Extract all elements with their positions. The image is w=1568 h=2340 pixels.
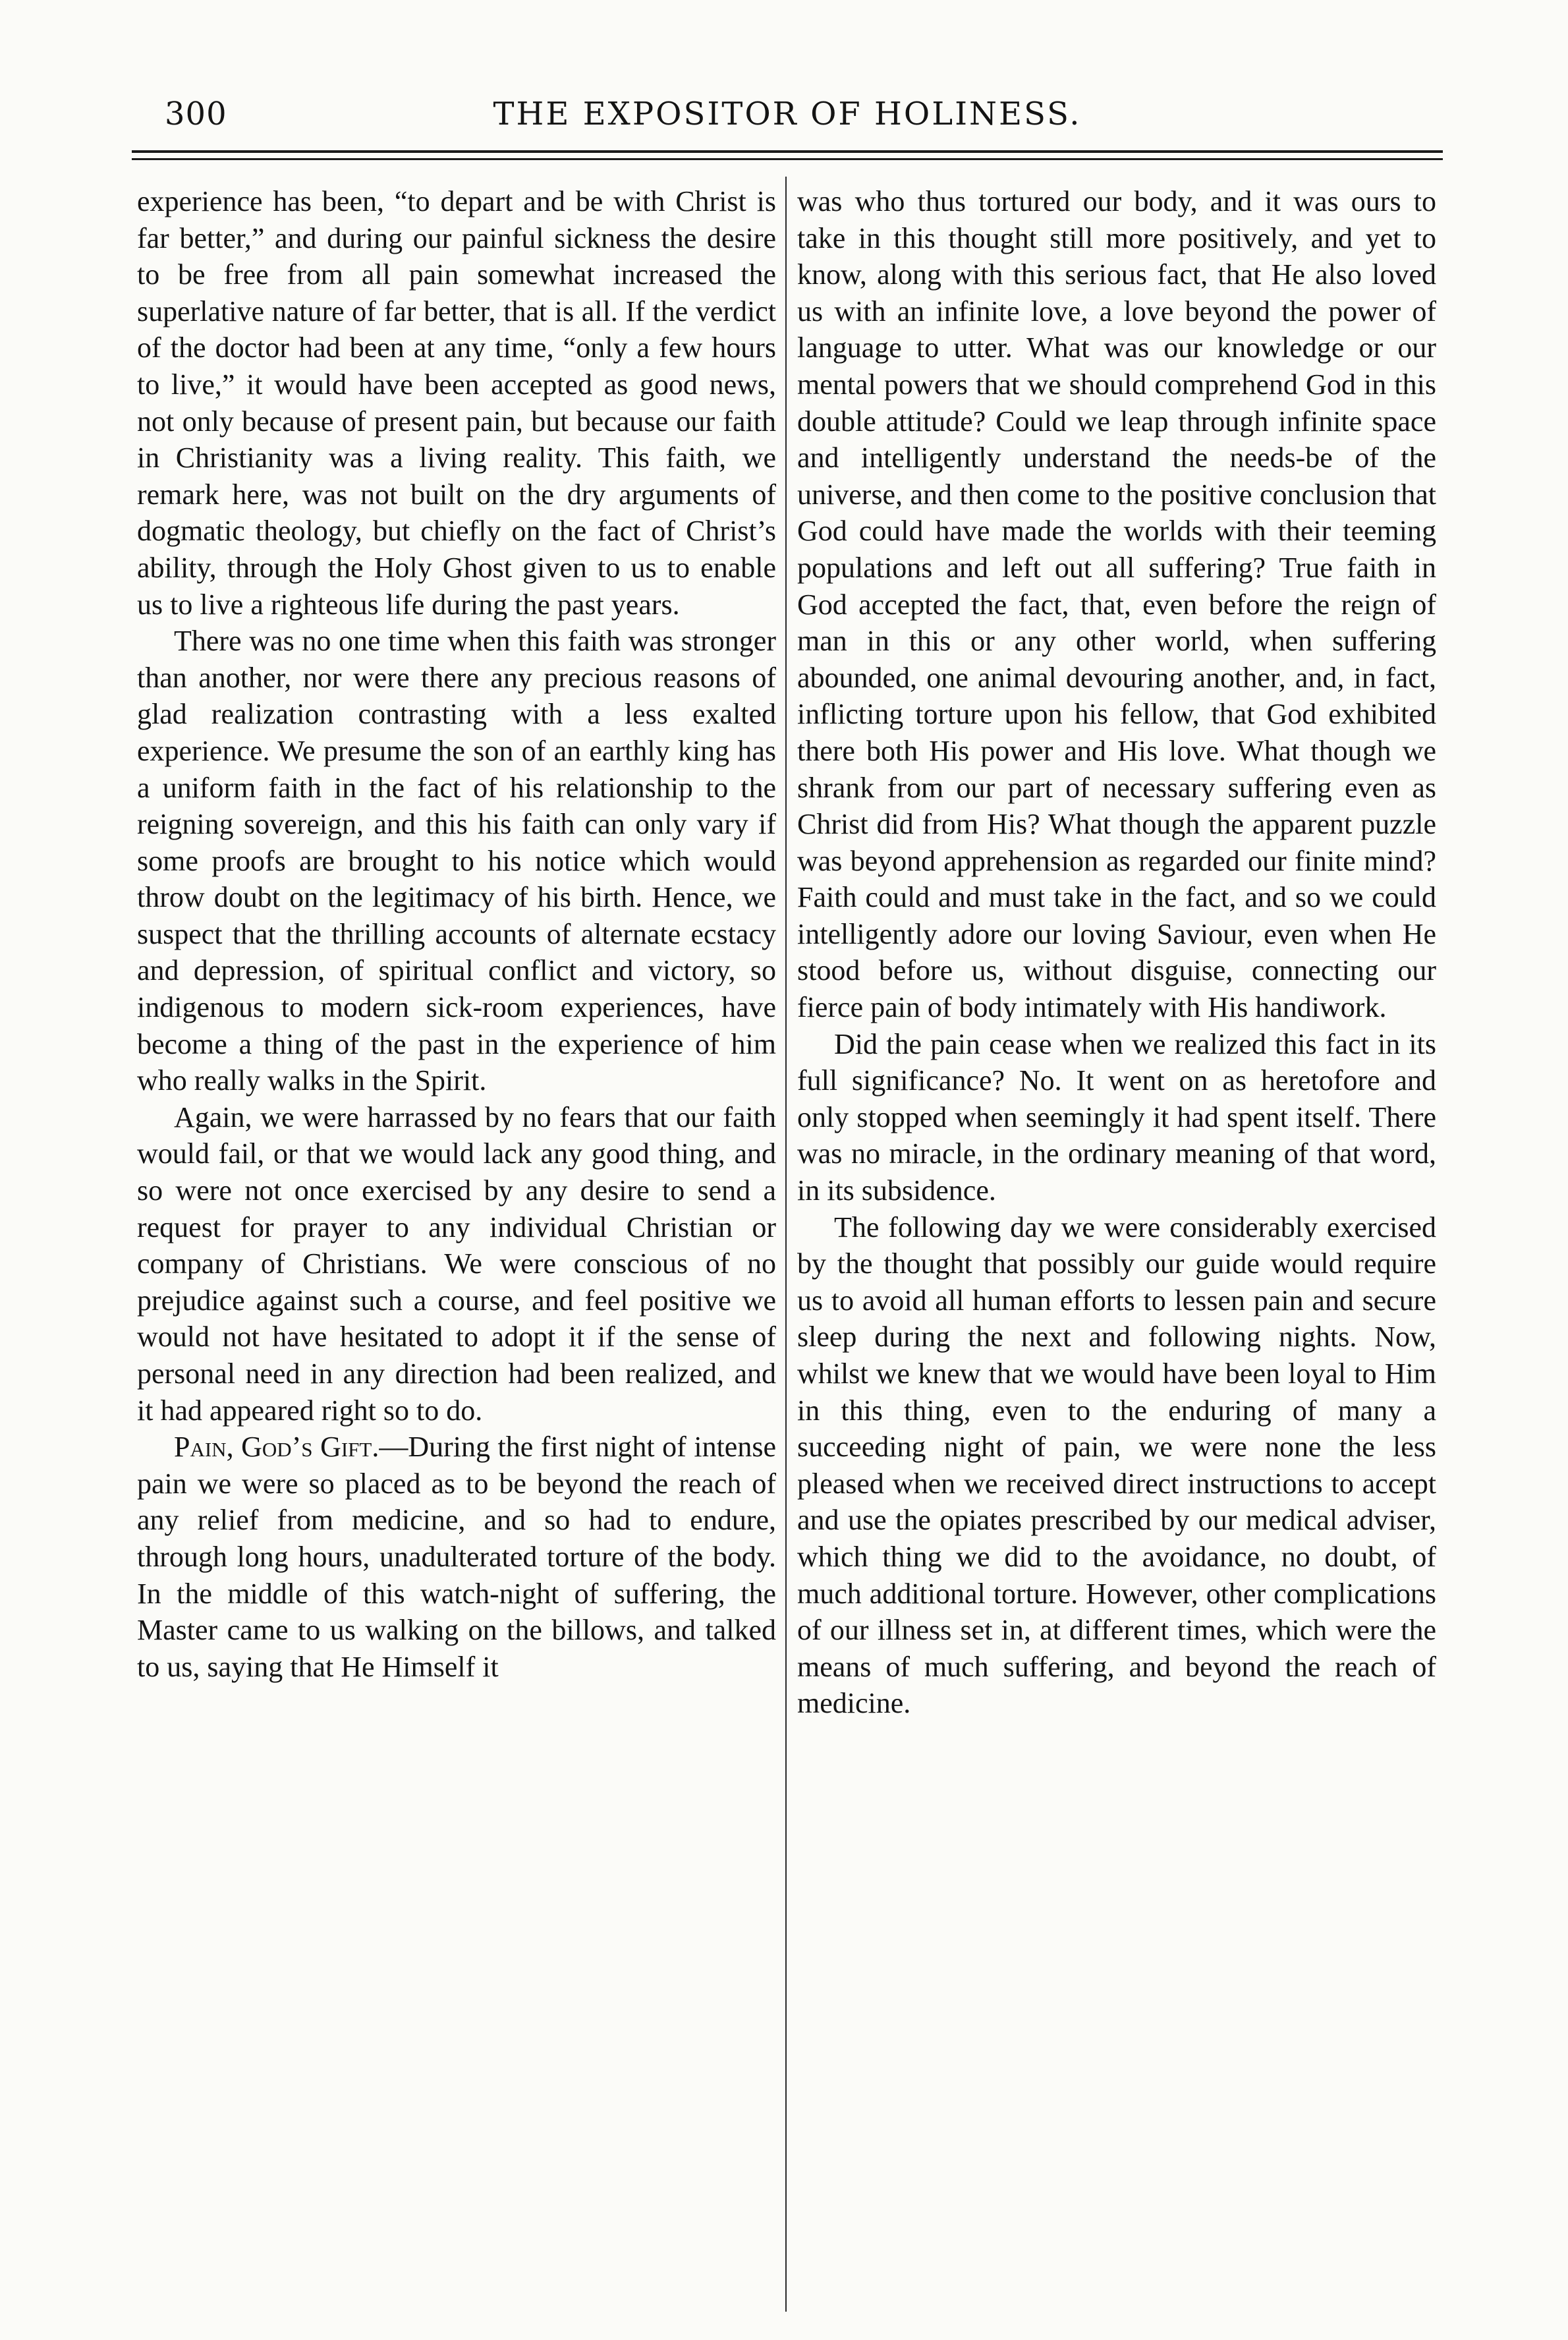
left-paragraph-4 xyxy=(137,1429,776,1685)
header-rule-bottom xyxy=(132,158,1443,160)
right-paragraph-2: Did the pain cease when we realized this fact in its full significance? No. It went on as heretofore and only stopped when seemingly it had spent itself. There was no miracle, in the ordinary meaning of that word, in its subsidence. xyxy=(797,1027,1436,1207)
left-paragraph-2: There was no one time when this faith was stronger than another, nor were there any precious reasons of glad realization contrasting with a less exalted experience. We presume the son of an earthly king has a uniform faith in the fact of his relationship to the reigning sovereign, and this his faith can only vary if some proofs are brought to his notice which would throw doubt on the legitimacy of his birth. Hence, we suspect that the thrilling accounts of alternate ecstacy and depression, of spiritual conflict and victory, so indigenous to modern sick-room experiences, have become a thing of the past in the experience of him who really walks in the Spirit. xyxy=(137,625,776,1097)
left-paragraph-3: Again, we were harrassed by no fears that our faith would fail, or that we would lack any good thing, and so were not once exercised by any desire to send a request for prayer to any individual Christian or company of Christians. We were conscious of no prejudice against such a course, and feel positive we would not have hesitated to adopt it if the sense of personal need in any direction had been realized, and it had appeared right so to do. xyxy=(137,1100,776,1427)
running-header xyxy=(132,96,1443,142)
right-paragraph-3: The following day we were considerably exercised by the thought that possibly our guide would require us to avoid all human efforts to lessen pain and secure sleep during the next and following nights. Now, whilst we knew that we would have been loyal to Him in this thing, even to the enduring of many a succeeding night of pain, we were none the less pleased when we received direct instructions to accept and use the opiates prescribed by our medical adviser, which thing we did to the avoidance, no doubt, of much additional torture. However, other complications of our illness set in, at different times, which were the means of much suffering, and beyond the reach of medicine. xyxy=(797,1211,1436,1720)
left-column xyxy=(137,183,776,1685)
section-body: —During the first night of intense pain we were so placed as to be beyond the reach of any relief from medicine, and so had to endure, through long hours, unadulterated torture of the body. In the middle of this watch-night of suffering, the Master came to us walking on the billows, and talked to us, saying that He Himself it xyxy=(137,1431,776,1683)
running-title: THE EXPOSITOR OF HOLINESS. xyxy=(493,96,1082,132)
column-divider xyxy=(785,177,787,2312)
section-heading-pain-gods-gift: Pain, God’s Gift. xyxy=(174,1431,379,1464)
right-column xyxy=(797,183,1436,1722)
page-number: 300 xyxy=(165,96,227,132)
left-paragraph-1: experience has been, “to depart and be with Christ is far better,” and during our painful sickness the desire to be free from all pain somewhat increased the superlative nature of far better, that is all. If the verdict of the doctor had been at any time, “only a few hours to live,” it would have been accepted as good news, not only because of present pain, but because our faith in Christianity was a living reality. This faith, we remark here, was not built on the dry arguments of dogmatic theology, but chiefly on the fact of Christ’s ability, through the Holy Ghost given to us to enable us to live a righteous life during the past years. xyxy=(137,185,776,621)
header-rule-top xyxy=(132,150,1443,153)
right-paragraph-1: was who thus tortured our body, and it was ours to take in this thought still more positively, and yet to know, along with this serious fact, that He also loved us with an infinite love, a love beyond the power of language to utter. What was our knowledge or our mental powers that we should comprehend God in this double attitude? Could we leap through infinite space and intelligently understand the needs-be of the universe, and then come to the positive conclusion that God could have made the worlds with their teeming populations and left out all suffering? True faith in God accepted the fact, that, even before the reign of man in this or any other world, when suffering abounded, one animal devouring another, and, in fact, inflicting torture upon his fellow, that God exhibited there both His power and His love. What though we shrank from our part of necessary suffering even as Christ did from His? What though the apparent puzzle was beyond apprehension as regarded our finite mind? Faith could and must take in the fact, and so we could intelligently adore our loving Saviour, even when He stood before us, without disguise, connecting our fierce pain of body intimately with His handiwork. xyxy=(797,185,1436,1024)
